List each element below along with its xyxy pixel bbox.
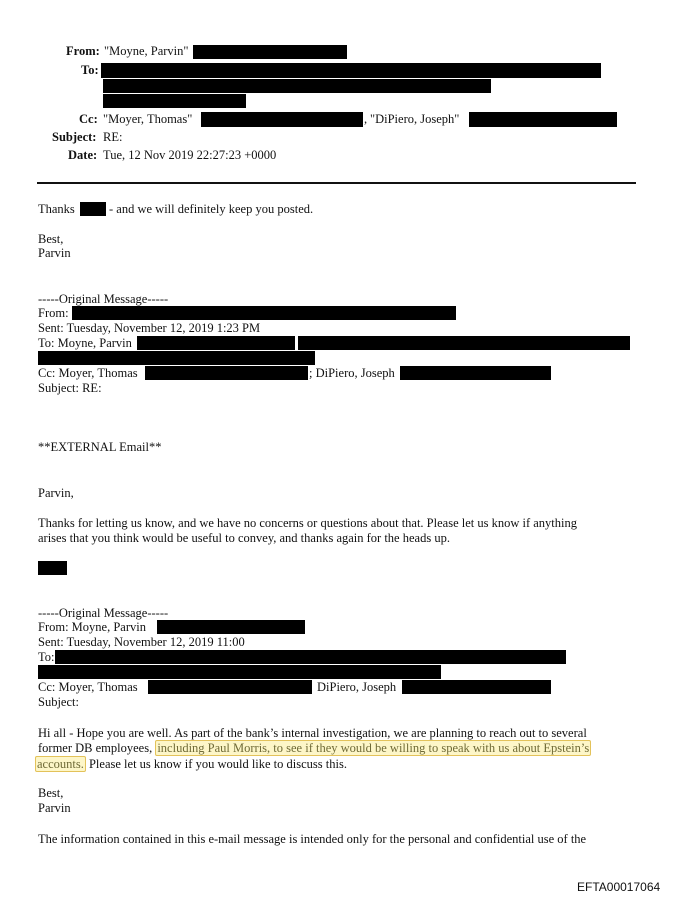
orig2-name: Parvin (38, 801, 71, 815)
reply-name: Parvin (38, 246, 71, 260)
orig2-body-line3-post: Please let us know if you would like to discuss this. (88, 757, 347, 771)
reply-line-pre: Thanks (38, 202, 75, 216)
cc-separator: , (364, 112, 368, 126)
redaction-block (72, 306, 456, 320)
orig2-signoff: Best, (38, 786, 64, 800)
original-divider: -----Original Message----- (38, 292, 169, 306)
orig1-from: From: (38, 306, 69, 320)
cc-value-1: "Moyer, Thomas" (103, 112, 193, 126)
date-value: Tue, 12 Nov 2019 22:27:23 +0000 (103, 148, 277, 162)
orig1-greeting: Parvin, (38, 486, 74, 500)
original-divider: -----Original Message----- (38, 606, 169, 620)
highlighted-text: accounts. (37, 757, 84, 771)
orig1-cc-2: ; DiPiero, Joseph (309, 366, 395, 380)
orig2-sent: Sent: Tuesday, November 12, 2019 11:00 (38, 635, 245, 649)
orig2-to: To: (38, 650, 55, 664)
redaction-block (298, 336, 630, 350)
redaction-block (55, 650, 566, 664)
redaction-block (193, 45, 347, 59)
redaction-block (38, 351, 315, 365)
subject-label: Subject: (52, 130, 97, 144)
orig1-cc-1: Cc: Moyer, Thomas (38, 366, 138, 380)
orig1-to: To: Moyne, Parvin (38, 336, 132, 350)
orig2-subject: Subject: (38, 695, 79, 709)
from-label: From: (66, 44, 100, 58)
orig1-sent: Sent: Tuesday, November 12, 2019 1:23 PM (38, 321, 261, 335)
redaction-block (38, 665, 441, 679)
date-label: Date: (68, 148, 98, 162)
redaction-block (101, 63, 601, 78)
redaction-block (103, 79, 491, 93)
external-email-tag: **EXTERNAL Email** (38, 440, 162, 454)
redaction-block (80, 202, 106, 216)
orig1-body-line1: Thanks for letting us know, and we have no concerns or questions about that. Please let us know if anything (38, 516, 578, 530)
cc-label: Cc: (79, 112, 98, 126)
redaction-block (157, 620, 305, 634)
orig2-from: From: Moyne, Parvin (38, 620, 146, 634)
reply-line-post: - and we will definitely keep you posted. (109, 202, 314, 216)
bates-number: EFTA00017064 (577, 880, 661, 894)
redaction-block (103, 94, 246, 108)
redaction-block (148, 680, 312, 694)
redaction-block (402, 680, 551, 694)
orig2-body-line2 (38, 741, 591, 756)
disclaimer-text: The information contained in this e-mail message is intended only for the personal and confidential use of the (38, 832, 587, 846)
orig2-body-line2-pre: former DB employees, (38, 741, 153, 755)
redaction-block (201, 112, 363, 127)
header-divider (37, 182, 636, 184)
highlighted-text: including Paul Morris, to see if they would be willing to speak with us about Epstein’s (157, 741, 590, 755)
cc-value-2: "DiPiero, Joseph" (370, 112, 460, 126)
redaction-block (145, 366, 308, 380)
redaction-block (400, 366, 551, 380)
redaction-block (137, 336, 295, 350)
orig2-body-line1: Hi all - Hope you are well. As part of the bank’s internal investigation, we are planning to reach out to several (38, 726, 587, 740)
orig2-body-line3 (35, 757, 347, 772)
subject-value: RE: (103, 130, 123, 144)
orig1-body-line2: arises that you think would be useful to convey, and thanks again for the heads up. (38, 531, 450, 545)
to-label: To: (81, 63, 99, 77)
reply-signoff: Best, (38, 232, 64, 246)
orig1-subject: Subject: RE: (38, 381, 102, 395)
redaction-block (469, 112, 617, 127)
from-value: "Moyne, Parvin" (104, 44, 189, 58)
orig2-cc-1: Cc: Moyer, Thomas (38, 680, 138, 694)
redaction-block (38, 561, 67, 575)
orig2-cc-2: DiPiero, Joseph (317, 680, 397, 694)
